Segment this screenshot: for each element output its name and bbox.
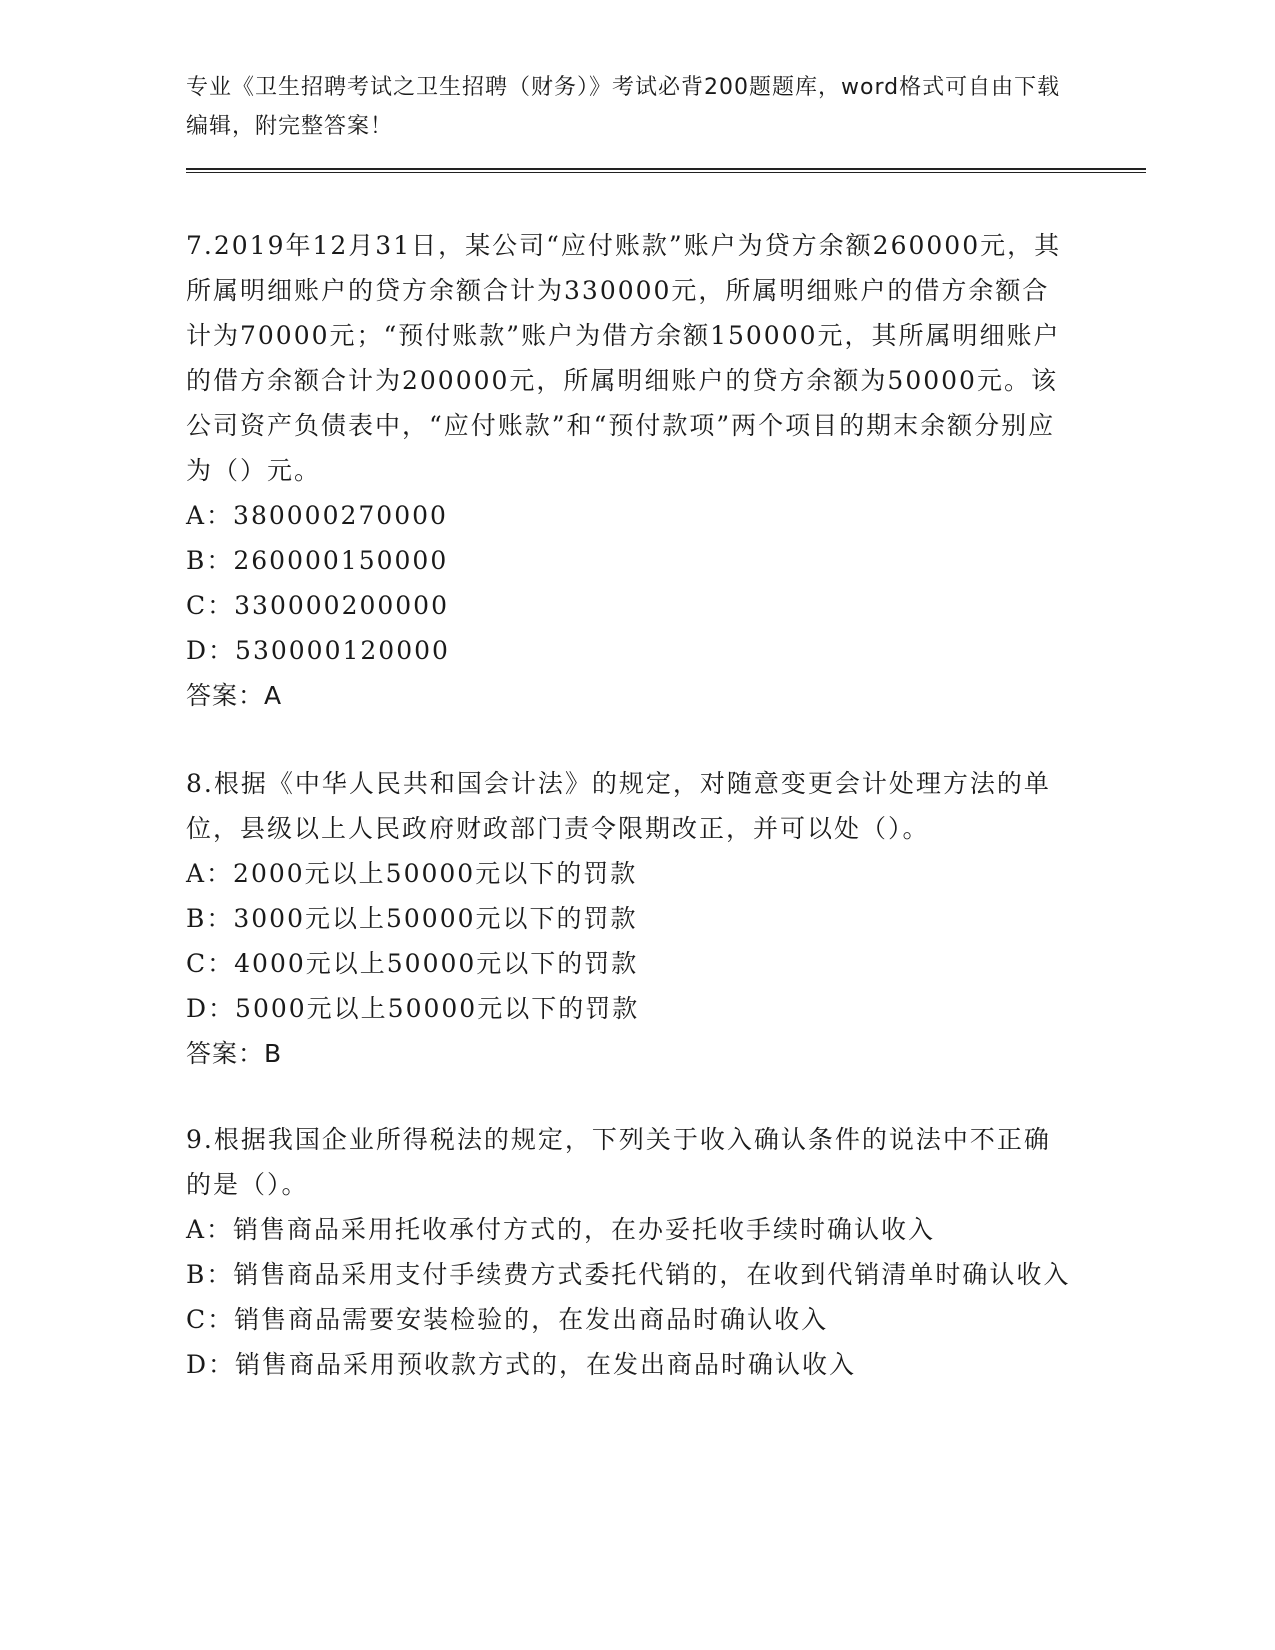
option-d: D：销售商品采用预收款方式的，在发出商品时确认收入	[186, 1350, 857, 1379]
option-a: A：380000270000	[186, 501, 448, 530]
option-a: A：销售商品采用托收承付方式的，在办妥托收手续时确认收入	[186, 1215, 936, 1244]
question-9	[186, 1117, 1166, 1387]
option-b: B：销售商品采用支付手续费方式委托代销的，在收到代销清单时确认收入	[186, 1260, 1071, 1289]
question-text: 7.2019年12月31日，某公司“应付账款”账户为贷方余额260000元，其所属明细账户的贷方余额合计为330000元，所属明细账户的借方余额合计为70000元；“预付账款”账户为借方余额150000元，其所属明细账户的借方余额合计为200000元，所属明细账户的贷方余额为50000元。该公司资产负债表中，“应付账款”和“预付款项”两个项目的期末余额分别应为（）元。	[186, 231, 1062, 485]
option-b: B：3000元以上50000元以下的罚款	[186, 904, 638, 933]
question-text: 9.根据我国企业所得税法的规定，下列关于收入确认条件的说法中不正确的是（）。	[186, 1125, 1051, 1199]
answer-line: 答案：A	[186, 681, 283, 710]
option-a: A：2000元以上50000元以下的罚款	[186, 859, 638, 888]
option-d: D：530000120000	[186, 636, 450, 665]
option-c: C：4000元以上50000元以下的罚款	[186, 949, 639, 978]
document-header: 专业《卫生招聘考试之卫生招聘（财务）》考试必背200题题库，word格式可自由下载编辑，附完整答案！	[186, 75, 1061, 139]
option-c: C：销售商品需要安装检验的，在发出商品时确认收入	[186, 1305, 829, 1334]
option-b: B：260000150000	[186, 546, 449, 575]
option-d: D：5000元以上50000元以下的罚款	[186, 994, 640, 1023]
option-c: C：330000200000	[186, 591, 449, 620]
document-page	[186, 68, 1166, 1387]
question-8	[186, 761, 1166, 1077]
header-divider	[186, 168, 1146, 173]
question-7	[186, 223, 1166, 719]
answer-line: 答案：B	[186, 1039, 283, 1068]
question-text: 8.根据《中华人民共和国会计法》的规定，对随意变更会计处理方法的单位，县级以上人民政府财政部门责令限期改正，并可以处（）。	[186, 769, 1051, 843]
